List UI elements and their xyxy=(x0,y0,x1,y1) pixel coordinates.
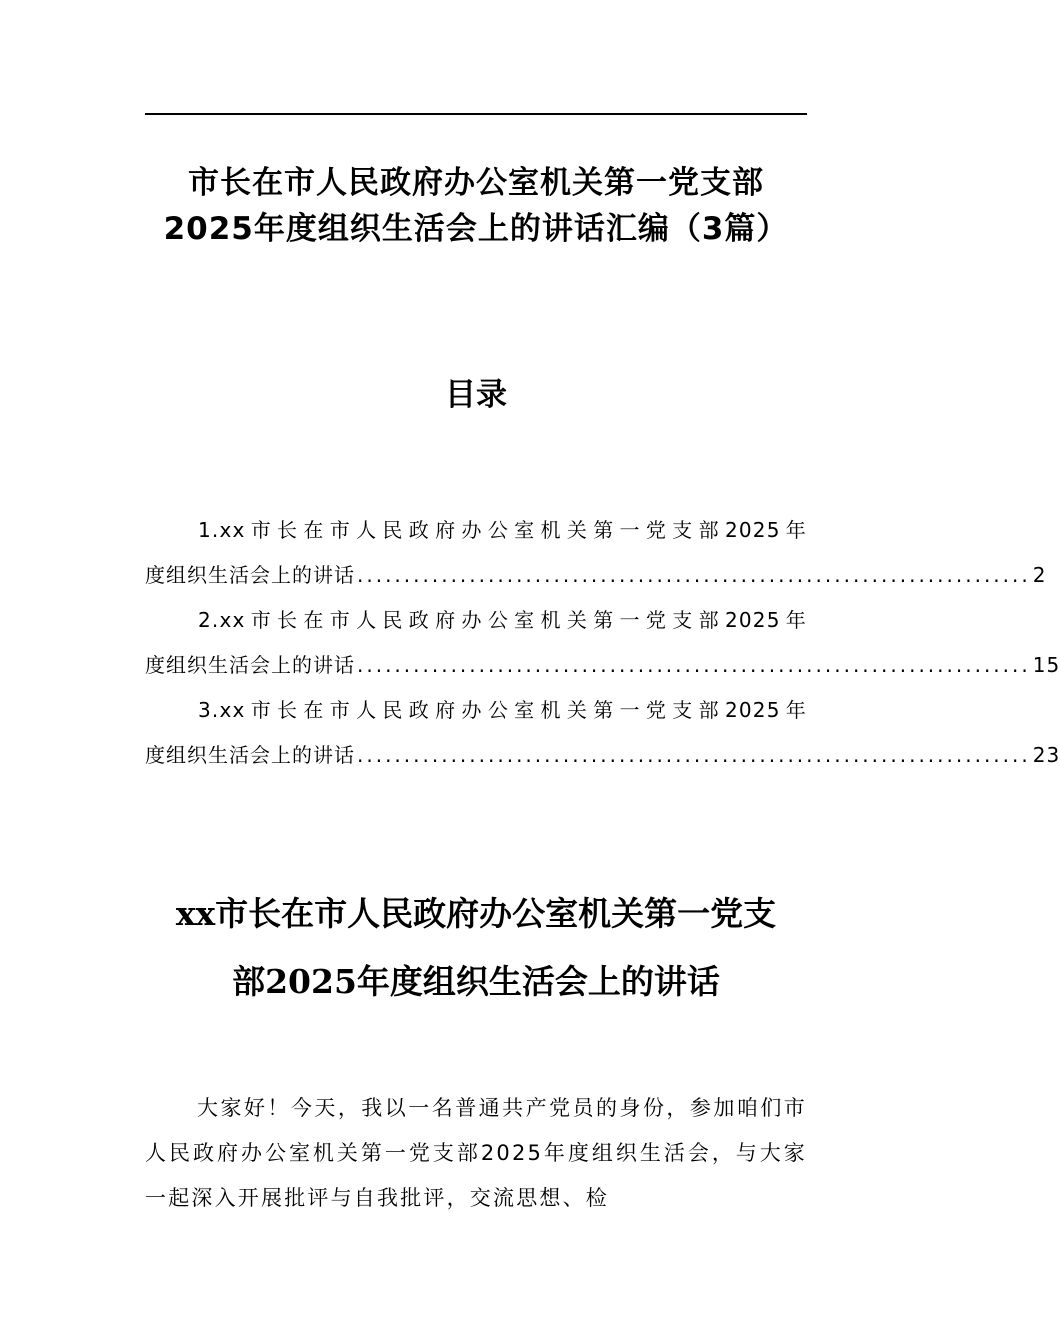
toc-leader-dots: ........................................................................ xyxy=(357,653,1031,677)
toc-page-number[interactable]: 2 xyxy=(1032,563,1047,587)
toc-entry-title[interactable]: 3.xx市长在市人民政府办公室机关第一党支部2025年 xyxy=(198,698,807,722)
toc-entry-title-cont[interactable]: 度组织生活会上的讲话 xyxy=(145,653,355,677)
table-of-contents xyxy=(145,508,1060,778)
toc-entry-2[interactable] xyxy=(145,598,1060,688)
toc-page-number[interactable]: 23 xyxy=(1032,743,1060,767)
toc-entry-title-cont[interactable]: 度组织生活会上的讲话 xyxy=(145,563,355,587)
toc-entry-title[interactable]: 2.xx市长在市人民政府办公室机关第一党支部2025年 xyxy=(198,608,807,632)
document-title: 市长在市人民政府办公室机关第一党支部2025年度组织生活会上的讲话汇编（3篇） xyxy=(163,165,789,247)
toc-leader-dots: ........................................................................ xyxy=(357,743,1031,767)
speech-title xyxy=(145,880,807,1016)
speech-body-paragraph: 大家好！今天，我以一名普通共产党员的身份，参加咱们市人民政府办公室机关第一党支部2025年度组织生活会，与大家一起深入开展批评与自我批评，交流思想、检 xyxy=(145,1096,807,1210)
toc-entry-title-cont[interactable]: 度组织生活会上的讲话 xyxy=(145,743,355,767)
toc-leader-dots: ........................................................................ xyxy=(357,563,1031,587)
toc-entry-1[interactable] xyxy=(145,508,1047,598)
speech-title-line-1: xx市长在市人民政府办公室机关第一党支 xyxy=(175,894,777,933)
toc-page-number[interactable]: 15 xyxy=(1032,653,1060,677)
speech-title-line-2: 部2025年度组织生活会上的讲话 xyxy=(232,962,720,1001)
toc-entry-title[interactable]: 1.xx市长在市人民政府办公室机关第一党支部2025年 xyxy=(198,518,807,542)
header-rule xyxy=(145,113,807,115)
toc-heading: 目录 xyxy=(445,377,507,413)
toc-entry-3[interactable] xyxy=(145,688,1060,778)
